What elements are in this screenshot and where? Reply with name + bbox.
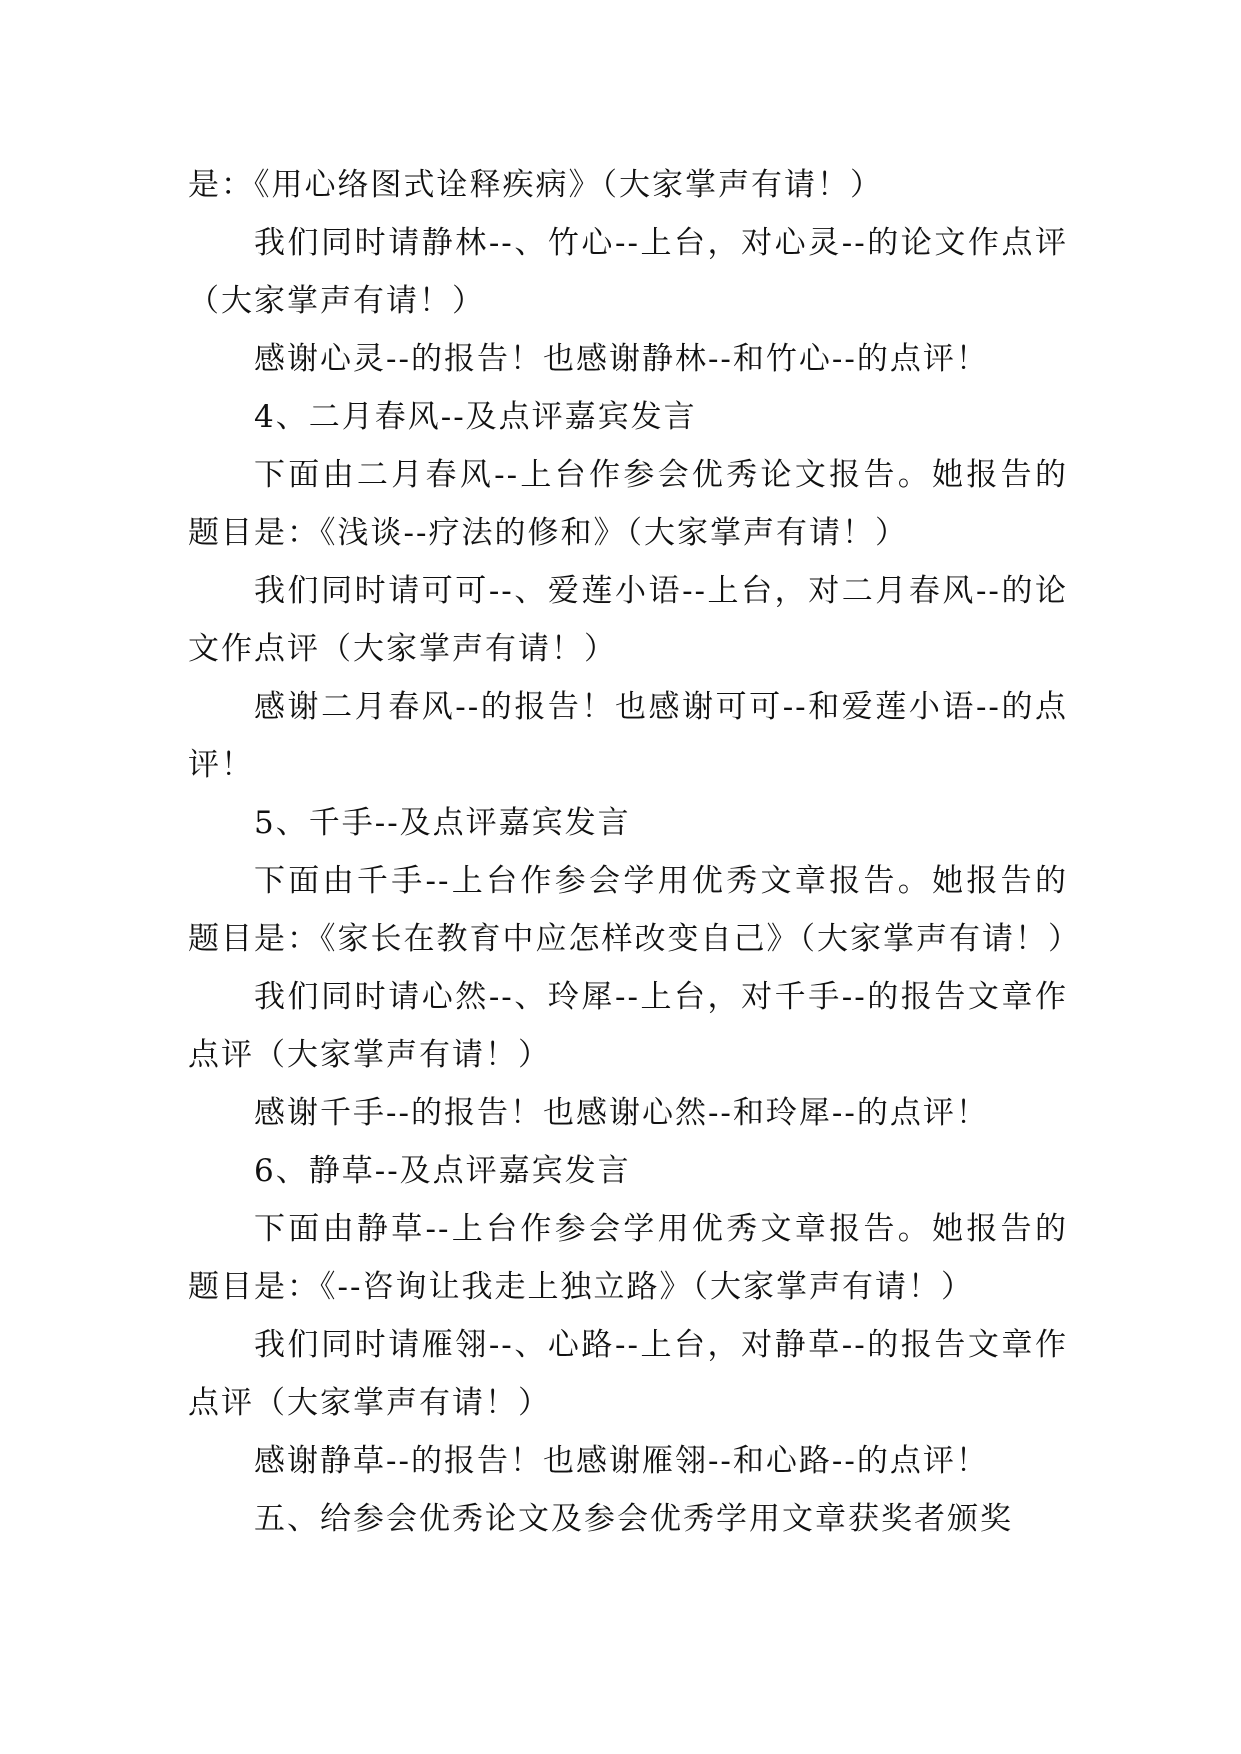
- section-heading-5: 5、千手--及点评嘉宾发言: [254, 805, 631, 841]
- paragraph-9: 下面由千手--上台作参会学用优秀文章报告。她报告的题目是：《家长在教育中应怎样改变自己》（大家掌声有请！）: [188, 863, 1081, 957]
- paragraph-1: 是：《用心络图式诠释疾病》（大家掌声有请！）: [188, 167, 883, 203]
- paragraph-13: 下面由静草--上台作参会学用优秀文章报告。她报告的题目是：《--咨询让我走上独立路》（大家掌声有请！）: [188, 1211, 1068, 1305]
- section-heading-five: 五、给参会优秀论文及参会优秀学用文章获奖者颁奖: [254, 1501, 1013, 1537]
- paragraph-10: 我们同时请心然--、玲犀--上台，对千手--的报告文章作点评（大家掌声有请！）: [188, 979, 1068, 1073]
- paragraph-7: 感谢二月春风--的报告！也感谢可可--和爱莲小语--的点评！: [188, 689, 1068, 783]
- paragraph-15: 感谢静草--的报告！也感谢雁翎--和心路--的点评！: [254, 1443, 989, 1479]
- paragraph-6: 我们同时请可可--、爱莲小语--上台，对二月春风--的论文作点评（大家掌声有请！）: [188, 573, 1068, 667]
- section-heading-4: 4、二月春风--及点评嘉宾发言: [254, 399, 697, 435]
- paragraph-14: 我们同时请雁翎--、心路--上台，对静草--的报告文章作点评（大家掌声有请！）: [188, 1327, 1068, 1421]
- document-body: [188, 156, 1081, 1548]
- paragraph-3: 感谢心灵--的报告！也感谢静林--和竹心--的点评！: [254, 341, 989, 377]
- section-heading-6: 6、静草--及点评嘉宾发言: [254, 1153, 631, 1189]
- paragraph-5: 下面由二月春风--上台作参会优秀论文报告。她报告的题目是：《浅谈--疗法的修和》（大家掌声有请！）: [188, 457, 1068, 551]
- paragraph-11: 感谢千手--的报告！也感谢心然--和玲犀--的点评！: [254, 1095, 989, 1131]
- paragraph-2: 我们同时请静林--、竹心--上台，对心灵--的论文作点评（大家掌声有请！）: [188, 225, 1068, 319]
